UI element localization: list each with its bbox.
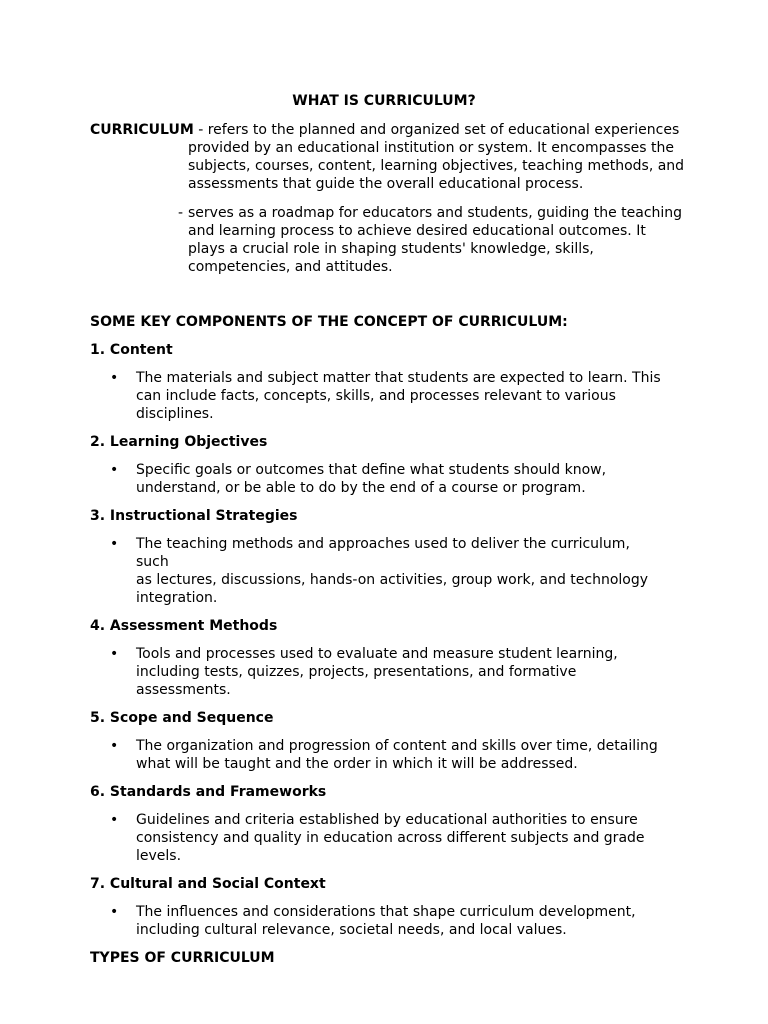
component-description [136,535,666,607]
list-item [90,645,690,699]
dash-marker: - [178,205,184,221]
list-item [90,461,690,497]
list-item [90,369,690,423]
description-line: understand, or be able to do by the end of a course or program. [136,480,586,496]
description-line: including cultural relevance, societal needs, and local values. [136,922,567,938]
description-line: consistency and quality in education across different subjects and grade [136,830,645,846]
definition-term: CURRICULUM [90,122,194,138]
list-item [90,737,690,773]
components-list [90,341,690,939]
definition-first-paragraph [90,121,690,193]
definition-line: provided by an educational institution or system. It encompasses the [188,140,675,156]
description-line: as lectures, discussions, hands-on activities, group work, and technology [136,572,649,588]
bullet-icon: • [110,370,119,386]
description-line: The influences and considerations that shape curriculum development, [136,904,636,920]
component-heading: 7. Cultural and Social Context [90,876,326,892]
component-heading: 2. Learning Objectives [90,434,268,450]
description-line: can include facts, concepts, skills, and processes relevant to various [136,388,616,404]
description-line: Specific goals or outcomes that define what students should know, [136,462,607,478]
bullet-icon: • [110,904,119,920]
description-line: what will be taught and the order in which it will be addressed. [136,756,578,772]
list-item [90,535,690,607]
component-description [136,645,666,699]
component-description [136,737,666,773]
key-components-section [90,313,690,967]
section-heading: SOME KEY COMPONENTS OF THE CONCEPT OF CURRICULUM: [90,314,568,330]
description-line: levels. [136,848,182,864]
component-heading: 6. Standards and Frameworks [90,784,327,800]
types-heading: TYPES OF CURRICULUM [90,950,275,966]
component-description [136,811,666,865]
list-item [90,903,690,939]
definition-line: assessments that guide the overall educational process. [188,176,584,192]
bullet-icon: • [110,738,119,754]
description-line: The materials and subject matter that students are expected to learn. This [136,370,661,386]
bullet-icon: • [110,536,119,552]
definition-line: subjects, courses, content, learning objectives, teaching methods, and [188,158,685,174]
bullet-icon: • [110,462,119,478]
definition-line: serves as a roadmap for educators and students, guiding the teaching [188,205,683,221]
component-description [136,903,666,939]
description-line: The organization and progression of content and skills over time, detailing [136,738,658,754]
bullet-icon: • [110,646,119,662]
component-heading: 3. Instructional Strategies [90,508,298,524]
description-line: disciplines. [136,406,214,422]
description-line: integration. [136,590,218,606]
definition-first-line [90,121,690,139]
description-line: The teaching methods and approaches used to deliver the curriculum, such [136,536,630,570]
component-description [136,461,666,497]
description-line: Tools and processes used to evaluate and measure student learning, [136,646,618,662]
component-heading: 1. Content [90,342,173,358]
list-item [90,811,690,865]
component-heading: 4. Assessment Methods [90,618,278,634]
definition-line: - refers to the planned and organized set of educational experiences [193,122,680,138]
component-description [136,369,666,423]
description-line: including tests, quizzes, projects, presentations, and formative assessments. [136,664,577,698]
bullet-icon: • [110,812,119,828]
curriculum-definition [90,121,690,276]
component-heading: 5. Scope and Sequence [90,710,274,726]
page-title: WHAT IS CURRICULUM? [292,93,476,109]
definition-line: and learning process to achieve desired educational outcomes. It [188,223,646,239]
definition-second-paragraph [90,204,690,276]
description-line: Guidelines and criteria established by educational authorities to ensure [136,812,638,828]
definition-line: competencies, and attitudes. [188,259,393,275]
definition-line: plays a crucial role in shaping students' knowledge, skills, [188,241,594,257]
